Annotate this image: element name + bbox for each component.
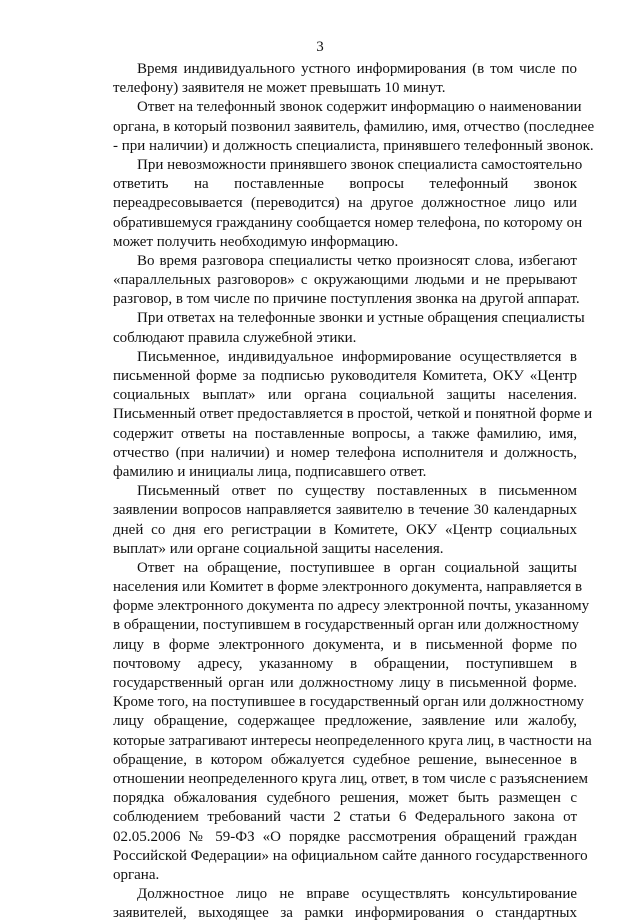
text-line: выплат» или органе социальной защиты населения. xyxy=(113,540,444,557)
text-line: содержит ответы на поставленные вопросы, а также фамилию, имя, xyxy=(113,425,577,442)
text-line: Письменный ответ предоставляется в простой, четкой и понятной форме и xyxy=(113,406,593,423)
text-line: ответить на поставленные вопросы телефонный звонок xyxy=(113,176,577,193)
text-line: порядка обжалования судебного решения, может быть размещен с xyxy=(113,790,577,807)
text-line: письменной форме за подписью руководителя Комитета, ОКУ «Центр xyxy=(113,368,577,384)
text-line: Время индивидуального устного информирования (в том числе по xyxy=(137,61,577,77)
paragraph xyxy=(113,98,595,156)
text-line: Кроме того, на поступившее в государственный орган или должностному xyxy=(113,694,584,711)
text-line: - при наличии) и должность специалиста, принявшего телефонный звонок. xyxy=(113,137,594,154)
text-line: обратившемуся гражданину сообщается номер телефона, по которому он xyxy=(113,214,583,231)
text-line: «параллельных разговоров» с окружающими людьми и не прерывают xyxy=(113,272,577,289)
text-line: заявлении вопросов направляется заявителю в течение 30 календарных xyxy=(113,502,577,519)
text-line: которые затрагивают интересы неопределенного круга лиц, в частности на xyxy=(113,732,592,749)
text-line: обращение, в котором обжалуется судебное решение, вынесенное в xyxy=(113,751,577,768)
paragraph xyxy=(113,559,592,885)
text-line: соблюдением требований части 2 статьи 6 Федерального закона от xyxy=(113,809,577,826)
text-line: Ответ на телефонный звонок содержит информацию о наименовании xyxy=(137,99,582,116)
text-line: соблюдают правила служебной этики. xyxy=(113,329,357,346)
text-line: При невозможности принявшего звонок специалиста самостоятельно xyxy=(137,156,583,173)
paragraph xyxy=(113,309,585,347)
text-line: может получить необходимую информацию. xyxy=(113,233,399,250)
text-line: форме электронного документа по адресу электронной почты, указанному xyxy=(113,598,590,615)
text-line: дней со дня его регистрации в Комитете, ОКУ «Центр социальных xyxy=(113,521,577,538)
text-line: государственный орган или должностному лицу в письменной форме. xyxy=(113,675,577,691)
paragraph xyxy=(113,885,577,923)
text-line: разговор, в том числе по причине поступления звонка на другой аппарат. xyxy=(113,291,580,308)
text-line: населения или Комитет в форме электронного документа, направляется в xyxy=(113,579,583,596)
text-line: Письменное, индивидуальное информирование осуществляется в xyxy=(137,348,577,365)
text-line: Письменный ответ по существу поставленных в письменном xyxy=(137,483,577,500)
text-line: Должностное лицо не вправе осуществлять консультирование xyxy=(137,886,577,903)
page-number: 3 xyxy=(316,39,324,55)
text-line: почтовому адресу, указанному в обращении, поступившем в xyxy=(113,655,577,672)
text-line: лицу обращение, содержащее предложение, заявление или жалобу, xyxy=(113,713,577,730)
paragraph xyxy=(113,348,593,482)
paragraph xyxy=(113,252,580,310)
text-line: отчество (при наличии) и номер телефона исполнителя и должность, xyxy=(113,444,577,461)
text-line: Российской Федерации» на официальном сайте данного государственного xyxy=(113,847,588,864)
document-body xyxy=(113,60,595,923)
text-line: Ответ на обращение, поступившее в орган социальной защиты xyxy=(137,559,577,576)
text-line: органа. xyxy=(113,866,160,883)
text-line: При ответах на телефонные звонки и устные обращения специалисты xyxy=(137,310,585,327)
text-line: органа, в который позвонил заявитель, фамилию, имя, отчество (последнее xyxy=(113,118,595,135)
text-line: переадресовывается (переводится) на другое должностное лицо или xyxy=(113,195,577,212)
text-line: лицу в форме электронного документа, и в письменной форме по xyxy=(113,636,577,653)
text-line: телефону) заявителя не может превышать 10 минут. xyxy=(113,80,446,97)
paragraph xyxy=(113,482,577,559)
text-line: социальных выплат» или органа социальной защиты населения. xyxy=(113,387,577,404)
paragraph xyxy=(113,156,583,252)
paragraph xyxy=(113,60,577,98)
text-line: в обращении, поступившем в государственный орган или должностному xyxy=(113,617,579,634)
text-line: отношении неопределенного круга лиц, ответ, в том числе с разъяснением xyxy=(113,770,588,787)
text-line: фамилию и инициалы лица, подписавшего ответ. xyxy=(113,463,427,480)
text-line: Во время разговора специалисты четко произносят слова, избегают xyxy=(137,252,577,269)
text-line: заявителей, выходящее за рамки информирования о стандартных xyxy=(113,905,577,922)
text-line: 02.05.2006 № 59-ФЗ «О порядке рассмотрения обращений граждан xyxy=(113,828,577,845)
